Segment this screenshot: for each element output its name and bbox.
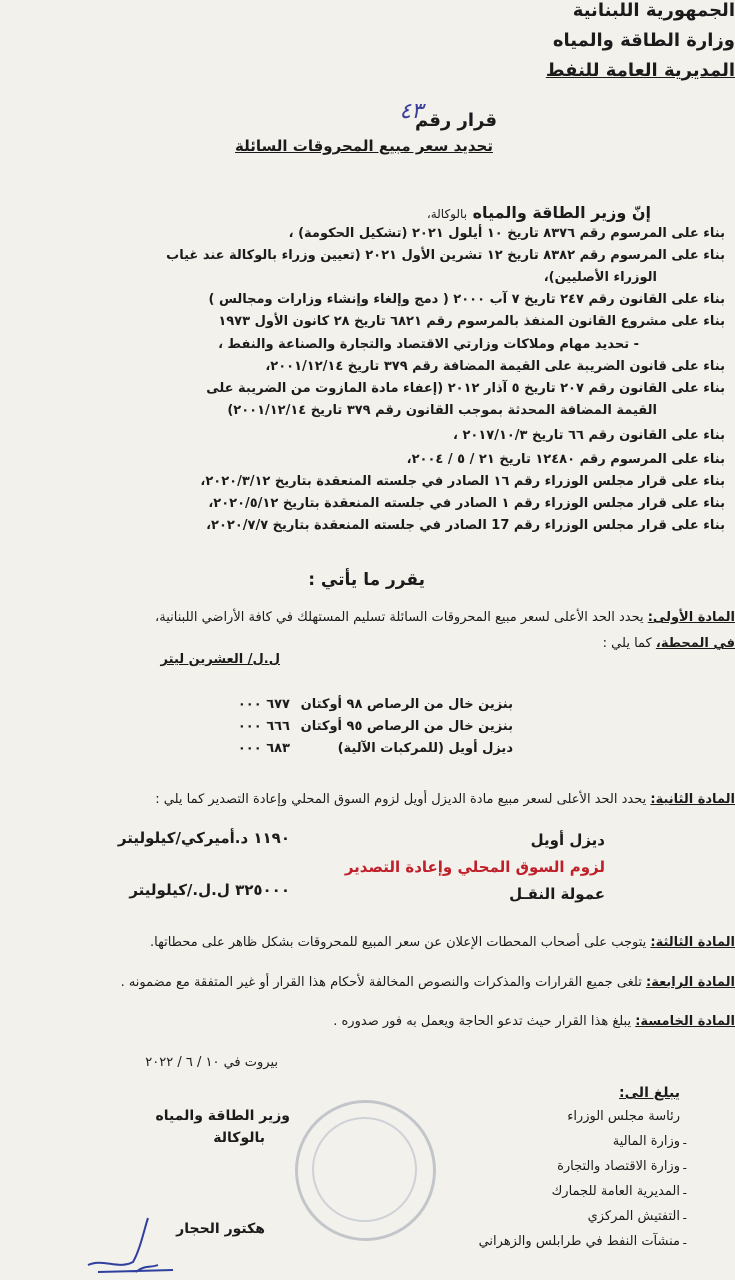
header-ministry: وزارة الطاقة والمياه [552, 30, 735, 51]
fuel-item-price: ٦٦٦ ٠٠٠ [237, 719, 290, 734]
issue-date: بيروت في ١٠ / ٦ / ٢٠٢٢ [145, 1055, 278, 1070]
fuel-item-name: ديزل أويل (للمركبات الآلية) [337, 741, 513, 756]
fuel-item-name: بنزين خال من الرصاص ٩٨ أوكتان [300, 697, 513, 712]
article-5-text: يبلغ هذا القرار حيث تدعو الحاجة ويعمل به فور صدوره . [333, 1014, 632, 1029]
header-directorate: المديرية العامة للنفط [545, 60, 735, 81]
distribution-item: المديرية العامة للجمارك [551, 1184, 680, 1199]
official-stamp [295, 1100, 436, 1241]
article-1-station: في المحطة، [655, 636, 735, 651]
diesel-label: ديزل أويل [530, 831, 605, 849]
distribution-item: التفتيش المركزي [587, 1209, 680, 1224]
preamble-line-2: بناء على المرسوم رقم ٨٣٨٢ تاريخ ١٢ تشرين الأول ٢٠٢١ (تعيين وزراء بالوكالة عند غياب [166, 248, 725, 263]
distribution-title: يبلغ الى: [619, 1085, 680, 1101]
diesel-price: ١١٩٠ د.أميركي/كيلوليتر [117, 829, 290, 847]
preamble-line-13: بناء على قرار مجلس الوزراء رقم ١ الصادر في جلسته المنعقدة بتاريخ ٢٠٢٠/٥/١٢، [208, 496, 725, 511]
article-2 [155, 792, 735, 807]
distribution-item: منشآت النفط في طرابلس والزهراني [478, 1234, 680, 1249]
price-unit-header: ل.ل/ العشرين ليتر [160, 652, 280, 667]
article-3 [150, 935, 735, 950]
preamble-line-12: بناء على قرار مجلس الوزراء رقم ١٦ الصادر في جلسته المنعقدة بتاريخ ٢٠٢٠/٣/١٢، [200, 474, 725, 489]
minister-intro [427, 203, 651, 222]
article-1-line-2 [603, 636, 735, 651]
article-5 [333, 1014, 735, 1029]
fuel-item-price: ٦٧٧ ٠٠٠ [237, 697, 290, 712]
preamble-line-10: بناء على القانون رقم ٦٦ تاريخ ٢٠١٧/١٠/٣ ، [452, 428, 725, 443]
preamble-line-3: الوزراء الأصليين)، [543, 270, 657, 285]
preamble-line-9: القيمة المضافة المحدثة بموجب القانون رقم ٣٧٩ تاريخ ٢٠٠١/١٢/١٤) [227, 403, 657, 418]
article-1-as-follows: كما يلي : [602, 636, 652, 651]
minister-name: إنّ وزير الطاقة والمياه [472, 203, 651, 222]
preamble-line-8: بناء على القانون رقم ٢٠٧ تاريخ ٥ آذار ٢٠١٢ (إعفاء مادة المازوت من الضريبة على [206, 381, 725, 396]
article-5-label: المادة الخامسة: [635, 1014, 735, 1029]
distribution-item: رئاسة مجلس الوزراء [567, 1109, 680, 1124]
bullet-dash: - [682, 1161, 687, 1175]
bullet-dash: - [682, 1186, 687, 1200]
commission-price: ٣٢٥٠٠٠ ل.ل./كيلوليتر [129, 881, 290, 899]
article-2-text: يحدد الحد الأعلى لسعر مبيع مادة الديزل أويل لزوم السوق المحلي وإعادة التصدير كما يلي : [155, 792, 647, 807]
article-4-text: تلغى جميع القرارات والمذكرات والنصوص المخالفة لأحكام هذا القرار أو غير المتفقة مع مضمونه . [120, 975, 642, 990]
preamble-line-7: بناء على قانون الضريبة على القيمة المضافة رقم ٣٧٩ تاريخ ٢٠٠١/١٢/١٤، [265, 359, 725, 374]
preamble-line-6: - تحديد مهام وملاكات وزارتي الاقتصاد والتجارة والصناعة والنفط ، [218, 337, 639, 352]
header-republic: الجمهورية اللبنانية [572, 0, 735, 21]
minister-note: بالوكالة، [426, 207, 468, 221]
signature-note: بالوكالة [213, 1130, 265, 1146]
article-1 [155, 610, 735, 625]
commission-label: عمولة النقـل [509, 885, 605, 903]
article-4-label: المادة الرابعة: [646, 975, 735, 990]
article-2-label: المادة الثانية: [650, 792, 735, 807]
article-1-label: المادة الأولى: [647, 610, 735, 625]
fuel-item-name: بنزين خال من الرصاص ٩٥ أوكتان [300, 719, 513, 734]
market-label: لزوم السوق المحلي وإعادة التصدير [344, 858, 605, 876]
handwritten-signature [78, 1210, 178, 1280]
article-4 [121, 975, 735, 990]
bullet-dash: - [682, 1136, 687, 1150]
preamble-line-1: بناء على المرسوم رقم ٨٣٧٦ تاريخ ١٠ أيلول ٢٠٢١ (تشكيل الحكومة) ، [288, 226, 725, 241]
signature-title: وزير الطاقة والمياه [155, 1108, 290, 1124]
bullet-dash: - [682, 1211, 687, 1225]
preamble-line-11: بناء على المرسوم رقم ١٢٤٨٠ تاريخ ٢١ / ٥ / ٢٠٠٤، [406, 452, 725, 467]
fuel-item-price: ٦٨٣ ٠٠٠ [237, 741, 290, 756]
preamble-line-4: بناء على القانون رقم ٢٤٧ تاريخ ٧ آب ٢٠٠٠ ( دمج وإلغاء وإنشاء وزارات ومجالس ) [208, 292, 725, 307]
distribution-item: وزارة الاقتصاد والتجارة [557, 1159, 680, 1174]
article-3-label: المادة الثالثة: [650, 935, 735, 950]
preamble-line-14: بناء على قرار مجلس الوزراء رقم 17 الصادر في جلسته المنعقدة بتاريخ ٢٠٢٠/٧/٧، [206, 518, 725, 533]
article-3-text: يتوجب على أصحاب المحطات الإعلان عن سعر المبيع للمحروقات بشكل ظاهر على محطاتها. [150, 935, 647, 950]
preamble-line-5: بناء على مشروع القانون المنفذ بالمرسوم رقم ٦٨٢١ تاريخ ٢٨ كانون الأول ١٩٧٣ [218, 314, 725, 329]
decision-number: ٤٣ [399, 99, 423, 124]
signature-name: هكتور الحجار [176, 1221, 265, 1237]
article-1-text: يحدد الحد الأعلى لسعر مبيع المحروقات السائلة تسليم المستهلك في كافة الأراضي اللبنانية، [155, 610, 644, 625]
bullet-dash: - [682, 1236, 687, 1250]
decides-heading: يقرر ما يأتي : [308, 570, 425, 590]
decision-subject: تحديد سعر مبيع المحروقات السائلة [235, 137, 493, 155]
distribution-item: وزارة المالية [612, 1134, 680, 1149]
decision-title: قرار رقم [414, 110, 497, 131]
